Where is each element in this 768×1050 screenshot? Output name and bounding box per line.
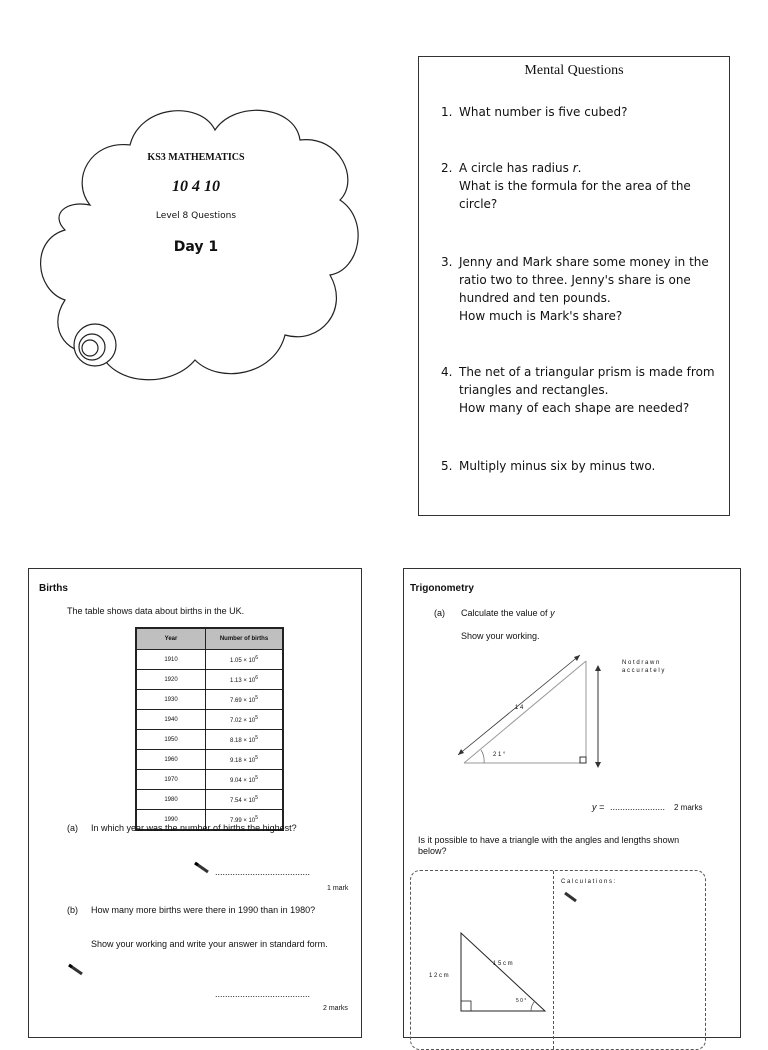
calculation-area bbox=[410, 870, 706, 1050]
births-qb-answer-line[interactable]: ...................................... bbox=[215, 989, 311, 999]
trig-qa-text2: Show your working. bbox=[461, 631, 540, 641]
table-row: 1980 $7.54 \times 10^5$ bbox=[136, 790, 283, 810]
triangle-diagram bbox=[451, 929, 551, 1019]
mental-questions-panel bbox=[418, 56, 730, 516]
births-intro: The table shows data about births in the UK. bbox=[67, 606, 245, 616]
births-qb-label: (b) bbox=[67, 905, 78, 915]
births-qa-text: In which year was the number of births the highest? bbox=[91, 823, 297, 833]
angle-50-label: 5 0 ° bbox=[516, 998, 527, 1004]
births-qb-text2: Show your working and write your answer in standard form. bbox=[91, 939, 328, 949]
mental-question-2: 2. A circle has radius r. What is the formula for the area of the circle? bbox=[441, 161, 691, 211]
table-row: 1960 $9.18 \times 10^5$ bbox=[136, 750, 283, 770]
births-header-year: Year bbox=[136, 628, 206, 650]
births-panel bbox=[28, 568, 362, 1038]
cover-code: 10 4 10 bbox=[172, 178, 220, 195]
pencil-icon bbox=[563, 891, 579, 903]
table-row: 1930 $7.69 \times 10^5$ bbox=[136, 690, 283, 710]
hypotenuse-label: 1 4 bbox=[515, 705, 524, 711]
y-answer-line[interactable]: ...................... bbox=[610, 802, 666, 812]
cloud-bubble-inner bbox=[82, 340, 98, 356]
y-arrow bbox=[593, 665, 603, 769]
cover-day: Day 1 bbox=[173, 239, 219, 255]
births-title: Births bbox=[39, 583, 68, 594]
births-header-number: Number of births bbox=[206, 628, 284, 650]
table-row: 1910 $1.05 \times 10^6$ bbox=[136, 650, 283, 670]
right-triangle-diagram bbox=[454, 653, 604, 769]
births-qb-marks: 2 marks bbox=[323, 1005, 348, 1012]
mental-title: Mental Questions bbox=[524, 63, 624, 78]
cover-level: Level 8 Questions bbox=[155, 211, 237, 221]
table-row: 1920 $1.13 \times 10^6$ bbox=[136, 670, 283, 690]
births-qa-answer-line[interactable]: ...................................... bbox=[215, 867, 311, 877]
pencil-icon bbox=[193, 861, 211, 875]
mental-question-1: 1. What number is five cubed? bbox=[441, 105, 628, 119]
trig-qa-text: Calculate the value of y bbox=[461, 608, 555, 618]
trig-qa-label: (a) bbox=[434, 608, 445, 618]
mental-question-5: 5. Multiply minus six by minus two. bbox=[441, 459, 656, 473]
trig-title: Trigonometry bbox=[410, 583, 474, 594]
table-row: 1950 $8.18 \times 10^5$ bbox=[136, 730, 283, 750]
angle-21-label: 2 1 ° bbox=[493, 752, 506, 758]
y-answer-prefix: y = bbox=[592, 802, 605, 812]
dashed-divider bbox=[553, 871, 554, 1049]
cover-subject: KS3 MATHEMATICS bbox=[147, 152, 245, 163]
trig-q2-text: Is it possible to have a triangle with the angles and lengths shown below? bbox=[418, 835, 680, 856]
mental-question-3: 3. Jenny and Mark share some money in the ratio two to three. Jenny's share is one hundred and ten pounds. How much is Mark's share? bbox=[441, 255, 709, 323]
births-qb-text: How many more births were there in 1990 than in 1980? bbox=[91, 905, 316, 915]
not-drawn-note: N o t d r a w n a c c u r a t e l y bbox=[622, 660, 665, 674]
table-row: 1940 $7.02 \times 10^5$ bbox=[136, 710, 283, 730]
trigonometry-panel bbox=[403, 568, 741, 1038]
births-qa-marks: 1 mark bbox=[327, 885, 349, 892]
births-table bbox=[135, 627, 284, 831]
mental-question-4: 4. The net of a triangular prism is made from triangles and rectangles. How many of each shape are needed? bbox=[441, 365, 715, 415]
side-12-label: 1 2 c m bbox=[429, 973, 449, 979]
y-marks: 2 marks bbox=[674, 803, 703, 812]
pencil-icon bbox=[67, 963, 85, 977]
births-qa-label: (a) bbox=[67, 823, 78, 833]
side-15-label: 1 5 c m bbox=[493, 961, 513, 967]
table-row: 1970 $9.04 \times 10^5$ bbox=[136, 770, 283, 790]
calculations-label: C a l c u l a t i o n s : bbox=[561, 879, 616, 885]
table-row: 1990 $7.99 \times 10^5$ bbox=[136, 810, 283, 831]
